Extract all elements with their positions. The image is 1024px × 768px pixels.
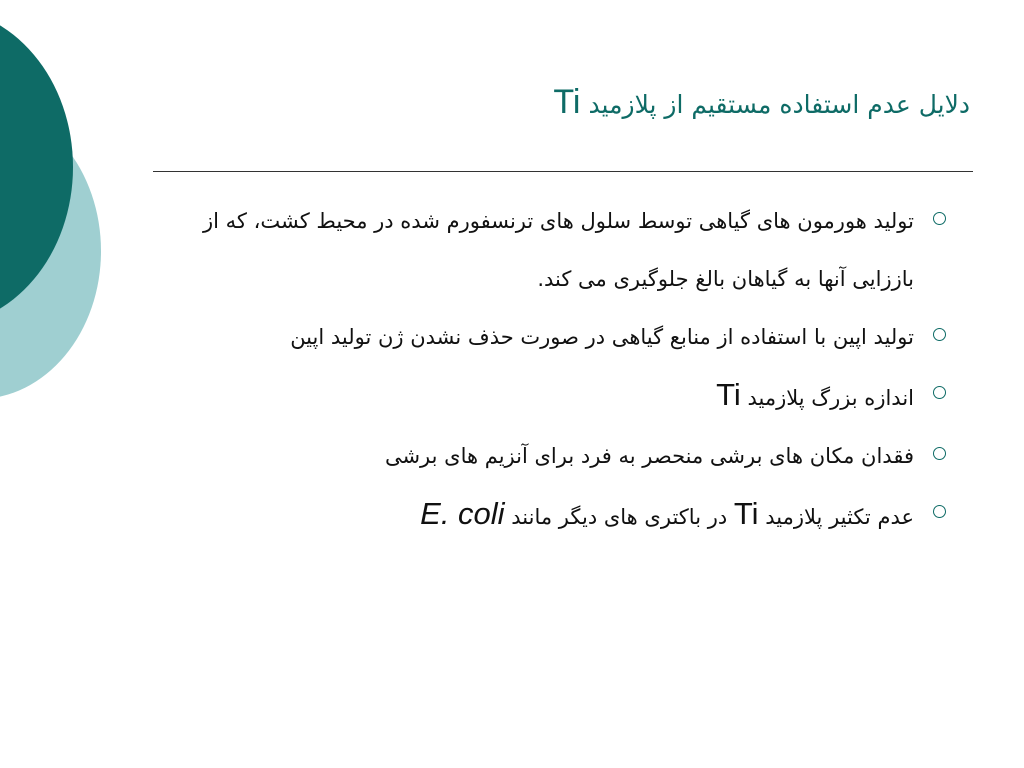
bullet-latin-italic-text: E. coli [420, 496, 505, 531]
circle-bullet-icon [933, 386, 946, 399]
bullet-text: تولید هورمون های گیاهی توسط سلول های ترنسفورم شده در محیط کشت، که از باززایی آنها به گیاهان بالغ جلوگیری می کند. [203, 209, 914, 291]
bullet-item [154, 308, 952, 366]
title-divider [153, 171, 973, 172]
bullet-list [152, 192, 952, 546]
bullet-item [144, 192, 952, 308]
bullet-text: در باکتری های دیگر مانند [511, 505, 728, 529]
circle-bullet-icon [933, 505, 946, 518]
bullet-text: اندازه بزرگ پلازمید [747, 386, 914, 410]
bullet-latin-text: Ti [716, 377, 741, 412]
circle-bullet-icon [933, 328, 946, 341]
bullet-text: تولید اپین با استفاده از منابع گیاهی در صورت حذف نشدن ژن تولید اپین [290, 325, 914, 349]
slide-title-latin: Ti [553, 83, 581, 121]
slide-title-persian: دلایل عدم استفاده مستقیم از پلازمید [588, 90, 970, 119]
bullet-item [152, 427, 952, 485]
bullet-item [152, 366, 952, 427]
bullet-text: فقدان مکان های برشی منحصر به فرد برای آنزیم های برشی [384, 444, 914, 468]
circle-bullet-icon [933, 447, 946, 460]
bullet-text: عدم تکثیر پلازمید [765, 505, 914, 529]
slide-title [150, 74, 970, 133]
bullet-item [152, 485, 952, 546]
circle-bullet-icon [933, 212, 946, 225]
bullet-latin-text: Ti [733, 496, 759, 531]
